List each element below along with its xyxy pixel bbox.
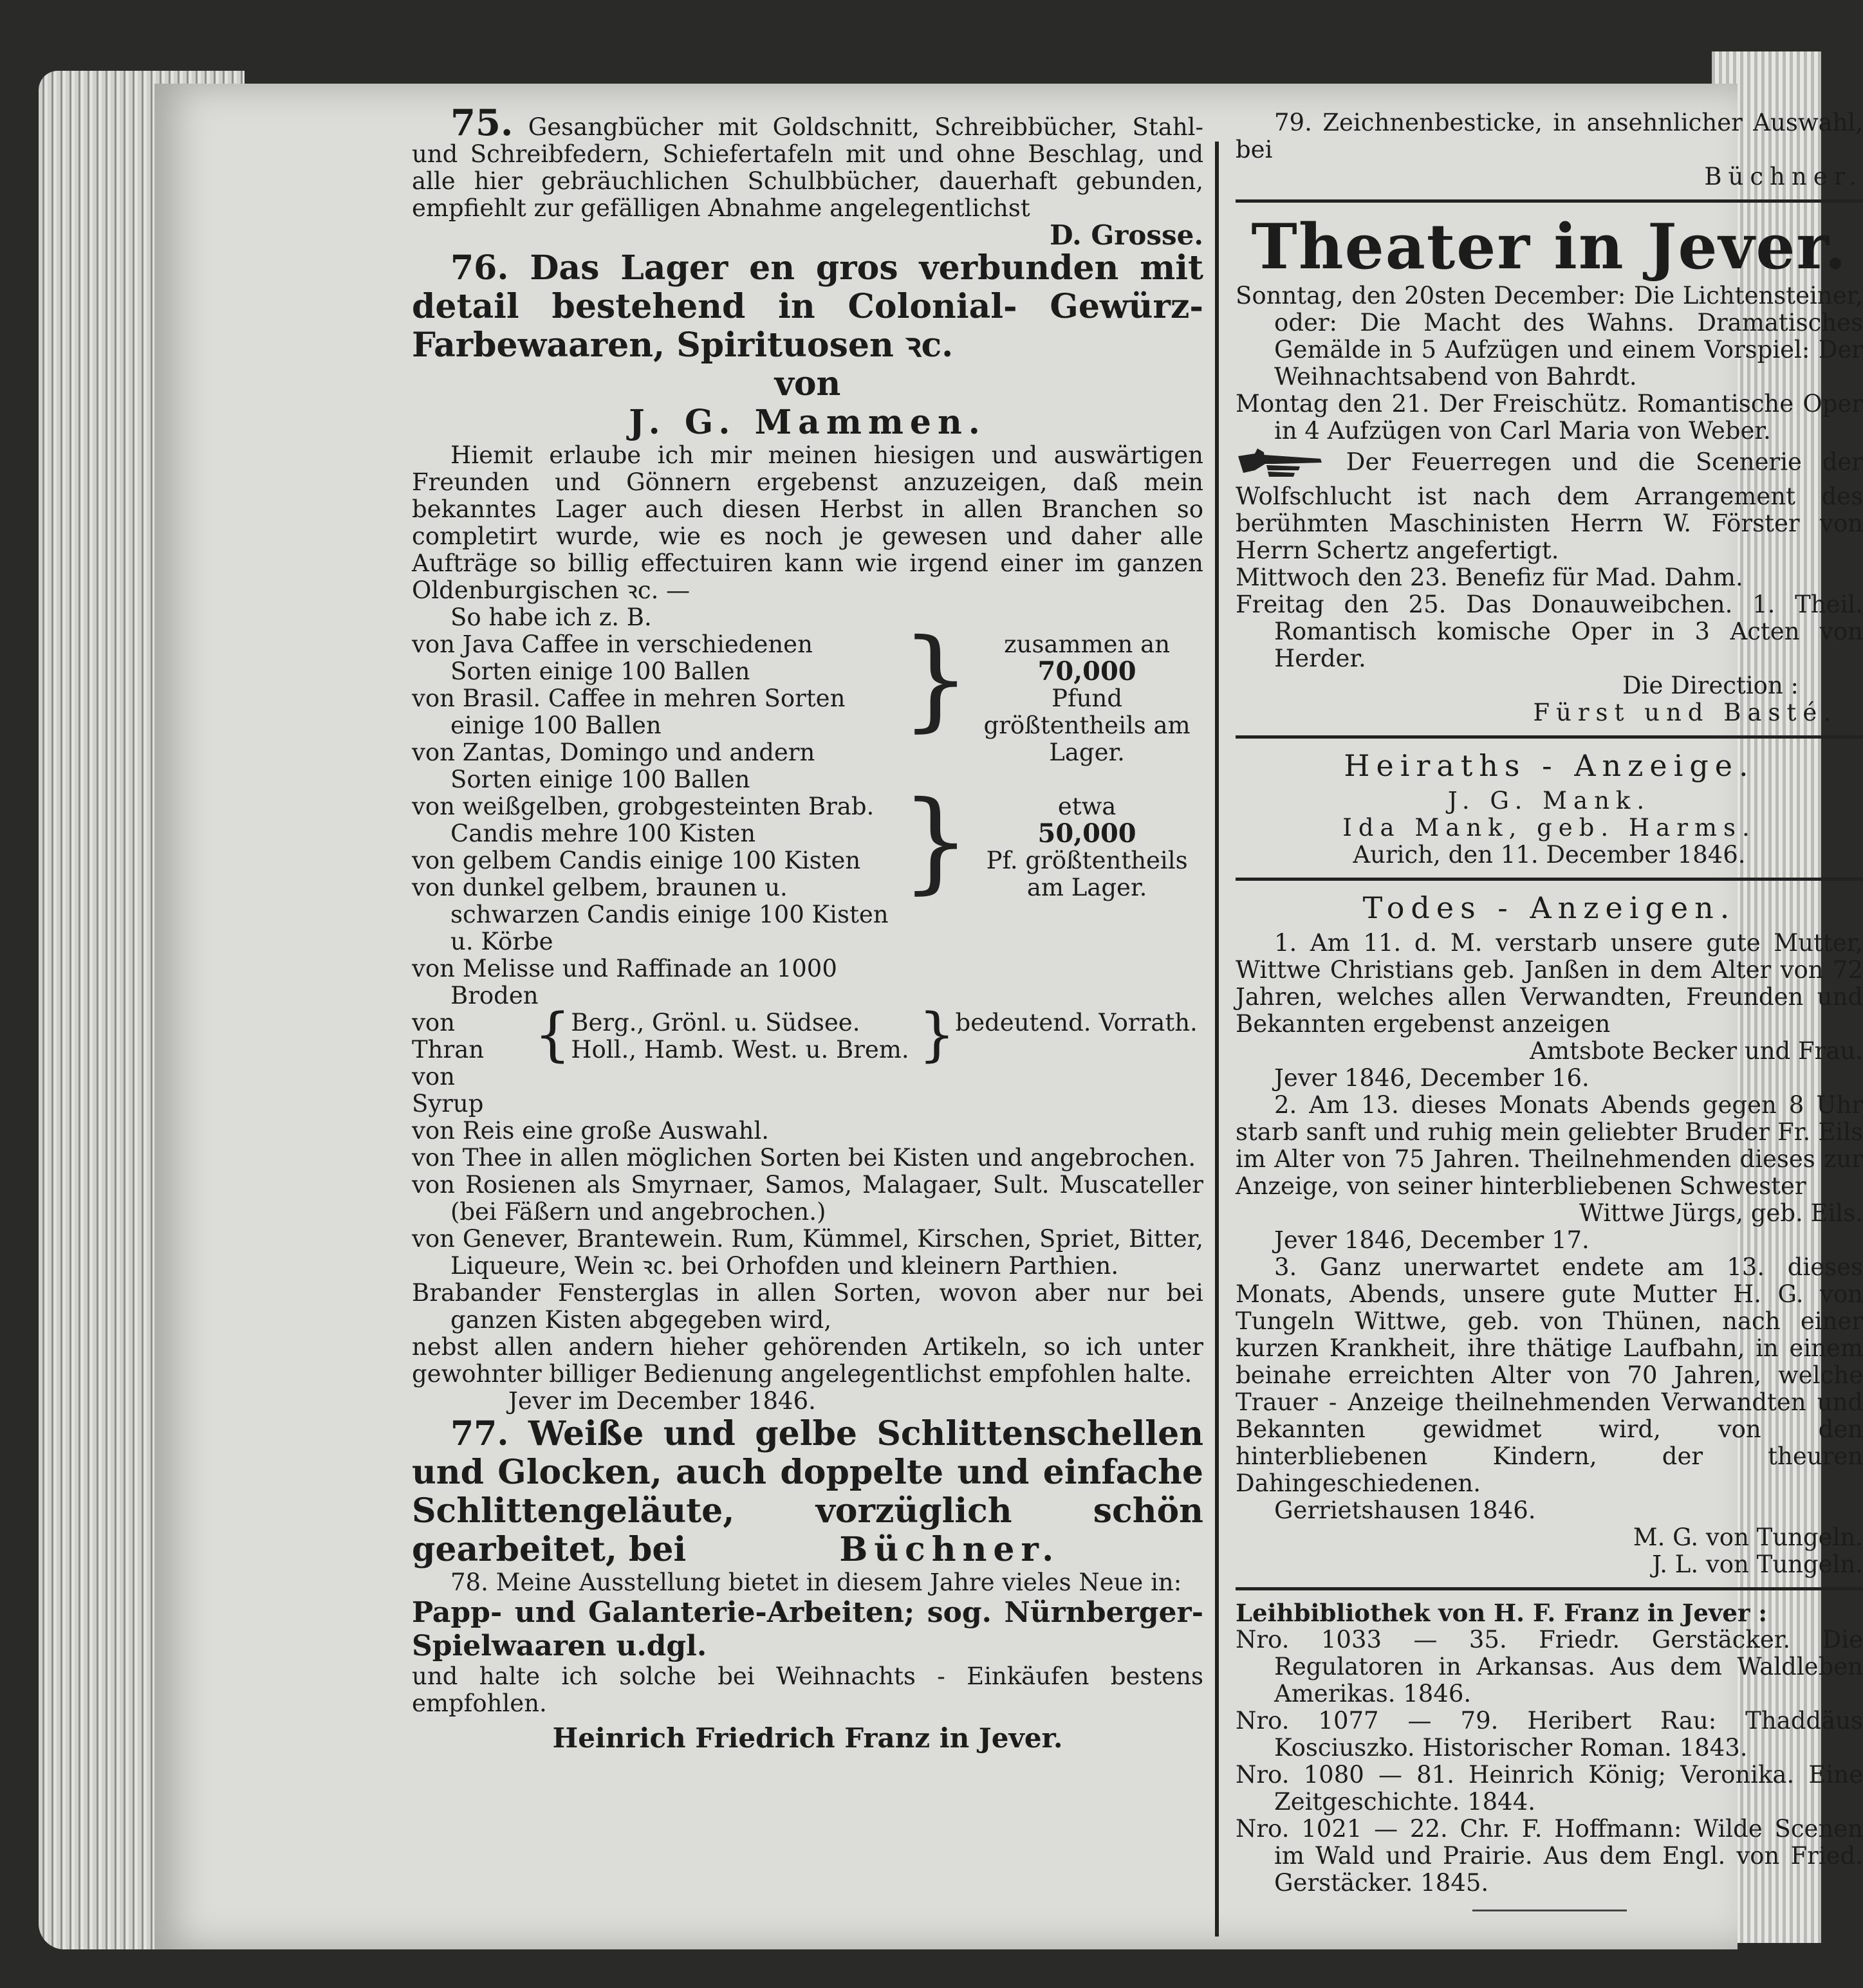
goods-note: bedeutend. Vorrath. (955, 1009, 1198, 1036)
death-date: Jever 1846, December 16. (1274, 1064, 1590, 1092)
goods-line: von Brasil. Caffee in mehren Sorten einige 100 Ballen (412, 685, 846, 739)
ad-77 (412, 1415, 1203, 1569)
goods-line: von Rosienen als Smyrnaer, Samos, Malagaer, Sult. Muscateller (bei Fäßern und angebrochen.) (412, 1171, 1203, 1226)
theater-title: Theater in Jever. (1251, 210, 1848, 283)
death-signature: Amtsbote Becker und Frau. (1530, 1037, 1863, 1065)
death-date: Jever 1846, December 17. (1274, 1226, 1590, 1254)
goods-line: von weißgelben, grobgesteinten Brab. Candis mehre 100 Kisten (412, 793, 875, 847)
goods-line: von gelbem Candis einige 100 Kisten (412, 847, 861, 874)
note-a: zusammen an (1004, 630, 1171, 658)
goods-group-2 (412, 778, 1203, 1009)
death-notice: 3. Ganz unerwartet endete am 13. dieses Monats, Abends, unsere gute Mutter H. G. von Tungeln Wittwe, geb. von Thünen, nach einer kurzen Krankheit, ihre thätige Laufbahn, in einem beinahe erreichten Alter von 70 Jahren, welche Trauer - Anzeige theilnehmenden Verwandten und Bekannten gewidmet wird, von den hinterbliebenen Kindern, der theuren Dahingeschiedenen. (1236, 1253, 1863, 1497)
brace-icon: { (534, 1001, 571, 1069)
ad-text: Weiße und gelbe Schlittenschellen und Glocken, auch doppelte und einfache Schlittengeläute, vorzüglich schön gearbeitet, bei (412, 1414, 1204, 1569)
goods-note (970, 631, 1203, 793)
brace-icon: } (901, 778, 971, 905)
goods-line: von Java Caffee in verschiedenen Sorten einige 100 Ballen (412, 630, 813, 685)
section-rule (1236, 878, 1863, 881)
firm-name: J. G. Mammen. (629, 403, 987, 442)
ad-number: 78. (450, 1569, 488, 1596)
goods-line: von Thran (412, 1009, 485, 1063)
ad-76 (412, 249, 1203, 1415)
deaths-title: Todes - Anzeigen. (1362, 890, 1736, 925)
ad-number: 76. (450, 248, 509, 288)
ad-75-body (412, 102, 1204, 222)
ad-text: Zeichnenbesticke, in ansehnlicher Auswahl, bei (1236, 109, 1863, 163)
ad-number: 79. (1274, 109, 1312, 136)
theater-note (1236, 445, 1863, 564)
note-number: 70,000 (1037, 656, 1136, 686)
ad-78 (412, 1569, 1203, 1752)
goods-line: von Syrup (412, 1063, 484, 1118)
ad-text: Gesangbücher mit Goldschnitt, Schreibbücher, Stahl- und Schreibfedern, Schiefertafeln mit und ohne Beschlag, und alle hier gebräuchlichen Schulbbücher, dauerhaft gebunden, empfiehlt zur gefälligen Abnahme angelegentlichst (412, 113, 1204, 222)
goods-line: Holl., Hamb. West. u. Brem. (571, 1036, 909, 1063)
theater-entry: Mittwoch den 23. Benefiz für Mad. Dahm. (1236, 564, 1743, 591)
ad-closing: nebst allen andern hieher gehörenden Artikeln, so ich unter gewohnter billiger Bedienung angelegentlichst empfohlen halte. (412, 1333, 1203, 1388)
deaths-section (1236, 890, 1863, 1578)
death-notice: 2. Am 13. dieses Monats Abends gegen 8 Uhr starb sanft und ruhig mein geliebter Bruder Fr. Eils im Alter von 75 Jahren. Theilnehmenden dieses zur Anzeige, von seiner hinterbliebenen Schwester (1236, 1091, 1863, 1200)
ad-signature: Heinrich Friedrich Franz in Jever. (552, 1722, 1063, 1754)
goods-lines (412, 793, 901, 1009)
goods-line: von Zantas, Domingo und andern Sorten einige 100 Ballen (412, 739, 815, 793)
goods-group-3 (412, 1001, 1203, 1118)
library-entry: Nro. 1077 — 79. Heribert Rau: Thaddäus Kosciuszko. Historischer Roman. 1843. (1236, 1707, 1863, 1762)
ad-number: 77. (450, 1414, 509, 1453)
theater-entry: Montag den 21. Der Freischütz. Romantische Oper in 4 Aufzügen von Carl Maria von Weber. (1236, 390, 1863, 445)
goods-note (970, 793, 1203, 1009)
library-section (1236, 1599, 1863, 1911)
ad-number: 75. (450, 102, 514, 144)
note-b: Pf. größtentheils am Lager. (986, 847, 1188, 901)
note-text: Der Feuerregen und die Scenerie der Wolfschlucht ist nach dem Arrangement des berühmten Maschinisten Herrn W. Förster von Herrn Schertz angefertigt. (1236, 448, 1863, 564)
library-title: Leihbibliothek von H. F. Franz in Jever : (1236, 1599, 1767, 1627)
ad-76-heading (412, 249, 1203, 365)
pointing-hand-icon (1236, 445, 1326, 483)
ad-heavy-text: Papp- und Galanterie-Arbeiten; sog. Nürnberger- Spielwaaren u.dgl. (412, 1596, 1203, 1662)
goods-line: Brabander Fensterglas in allen Sorten, wovon aber nur bei ganzen Kisten abgegeben wird, (412, 1279, 1203, 1334)
ad-signature: D. Grosse. (1050, 219, 1203, 251)
goods-line: von Reis eine große Auswahl. (412, 1117, 770, 1145)
goods-line: von Melisse und Raffinade an 1000 Broden (412, 955, 837, 1009)
goods-line: von Thee in allen möglichen Sorten bei Kisten und angebrochen. (412, 1144, 1196, 1172)
marriage-title: Heiraths - Anzeige. (1344, 748, 1755, 783)
ad-text: Meine Ausstellung bietet in diesem Jahre vieles Neue in: (496, 1569, 1182, 1596)
end-rule (1472, 1910, 1627, 1911)
death-signature: M. G. von Tungeln. (1633, 1523, 1863, 1551)
ad-signature: Büchner. (839, 1530, 1061, 1569)
section-rule (1236, 1587, 1863, 1590)
death-signature: J. L. von Tungeln. (1652, 1551, 1863, 1578)
note-number: 50,000 (1037, 818, 1136, 849)
library-entry: Nro. 1080 — 81. Heinrich König; Veronika. Eine Zeitgeschichte. 1844. (1236, 1761, 1863, 1816)
ad-von: von (774, 364, 841, 403)
ad-75 (412, 102, 1204, 251)
column-divider (1215, 142, 1219, 1937)
death-place: Gerrietshausen 1846. (1274, 1496, 1536, 1524)
theater-direction-names: Fürst und Basté. (1533, 699, 1837, 726)
ad-intro: Hiemit erlaube ich mir meinen hiesigen und auswärtigen Freunden und Gönnern ergebenst anzuzeigen, daß mein bekanntes Lager auch diesen Herbst in allen Branchen so completirt wurde, wie es noch je gewesen und daher alle Aufträge so billig effectuiren kann wie irgend einer im ganzen Oldenburgischen ꝛc. — (412, 441, 1203, 604)
ad-so-habe: So habe ich z. B. (450, 603, 652, 631)
ad-tail: und halte ich solche bei Weihnachts - Einkäufen bestens empfohlen. (412, 1662, 1203, 1717)
theater-section (1236, 212, 1863, 726)
marriage-section (1236, 748, 1863, 869)
goods-line: Berg., Grönl. u. Südsee. (571, 1009, 860, 1036)
goods-detail (571, 1009, 918, 1118)
note-b: Pfund größtentheils am Lager. (983, 685, 1191, 766)
death-notice: 1. Am 11. d. M. verstarb unsere gute Mutter, Wittwe Christians geb. Janßen in dem Alter von 72 Jahren, welches allen Verwandten, Freunden und Bekannten ergebenst anzeigen (1236, 929, 1863, 1038)
goods-line: von dunkel gelbem, braunen u. schwarzen Candis einige 100 Kisten u. Körbe (412, 874, 889, 955)
ad-77-body (412, 1415, 1203, 1569)
marriage-dateline: Aurich, den 11. December 1846. (1353, 841, 1746, 869)
note-a: etwa (1057, 793, 1117, 820)
marriage-groom: J. G. Mank. (1447, 787, 1651, 815)
theater-entry: Freitag den 25. Das Donauweibchen. 1. Theil. Romantisch komische Oper in 3 Acten von Herder. (1236, 591, 1863, 672)
library-entry: Nro. 1021 — 22. Chr. F. Hoffmann: Wilde Scenen im Wald und Prairie. Aus dem Engl. von Fried. Gerstäcker. 1845. (1236, 1815, 1863, 1897)
brace-icon: } (901, 616, 971, 743)
ad-signature: Büchner. (1704, 163, 1863, 190)
ad-78-intro (412, 1569, 1203, 1596)
theater-direction: Die Direction : (1622, 672, 1799, 699)
goods-label (412, 1009, 534, 1118)
goods-line: von Genever, Brantewein. Rum, Kümmel, Kirschen, Spriet, Bitter, Liqueure, Wein ꝛc. bei Orhofden und kleinern Parthien. (412, 1225, 1203, 1280)
ad-79 (1236, 109, 1863, 190)
ad-79-body (1236, 109, 1863, 163)
library-entry: Nro. 1033 — 35. Friedr. Gerstäcker. Die Regulatoren in Arkansas. Aus dem Waldleben Amerikas. 1846. (1236, 1626, 1863, 1707)
theater-entry: Sonntag, den 20sten December: Die Lichtensteiner, oder: Die Macht des Wahns. Dramatisches Gemälde in 5 Aufzügen und einem Vorspiel: Der Weihnachtsabend von Bahrdt. (1236, 282, 1863, 391)
ad-dateline: Jever im December 1846. (508, 1387, 816, 1415)
goods-lines (412, 631, 901, 793)
newspaper-page (154, 84, 1863, 1949)
marriage-bride: Ida Mank, geb. Harms. (1342, 814, 1756, 842)
death-signature: Wittwe Jürgs, geb. Eils. (1579, 1199, 1863, 1227)
section-rule (1236, 199, 1863, 203)
brace-icon: } (918, 1001, 956, 1069)
section-rule (1236, 735, 1863, 739)
left-column (412, 102, 1204, 1754)
ad-heading: Das Lager en gros verbunden mit detail bestehend in Colonial- Gewürz- Farbewaaren, Spirituosen ꝛc. (412, 248, 1203, 365)
right-column (1236, 109, 1863, 1924)
